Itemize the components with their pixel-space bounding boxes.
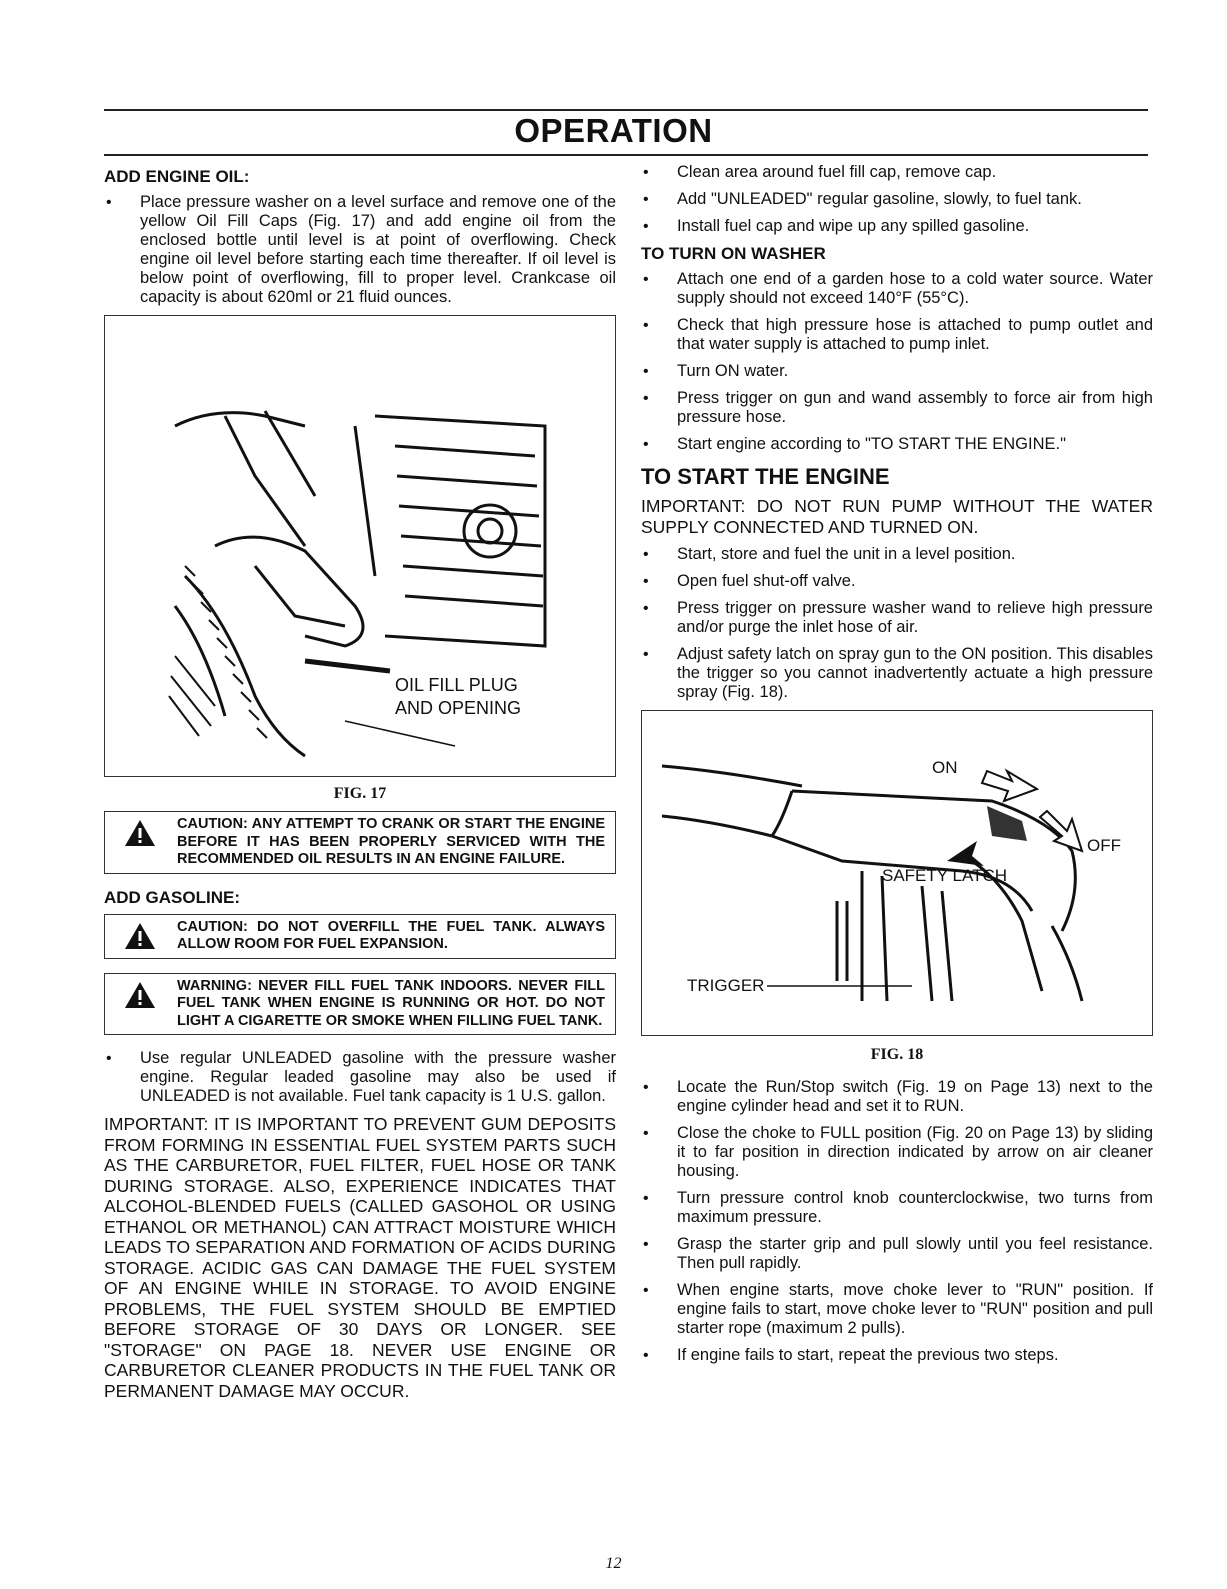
warning-triangle-icon (123, 818, 157, 848)
warning-triangle-icon (123, 921, 157, 951)
start-bullet: • Start, store and fuel the unit in a level position. (641, 545, 1153, 564)
start-bullet: • Adjust safety latch on spray gun to the ON position. This disables the trigger so you cannot inadvertently actuate a high pressure spray (Fig. 18). (641, 645, 1153, 702)
gasoline-list (104, 1049, 616, 1106)
fig18-on-label: ON (932, 758, 958, 777)
warning-indoors-text: WARNING: NEVER FILL FUEL TANK INDOORS. NEVER FILL FUEL TANK WHEN ENGINE IS RUNNING OR HOT. DO NOT LIGHT A CIGARETTE OR SMOKE WHEN FILLING FUEL TANK. (177, 977, 605, 1029)
start-bullet: • Open fuel shut-off valve. (641, 572, 1153, 591)
fig18-caption: FIG. 18 (870, 1046, 924, 1063)
gasoline-bullet: • Use regular UNLEADED gasoline with the pressure washer engine. Regular leaded gasoline may also be used if UNLEADED is not available. Fuel tank capacity is 1 U.S. gallon. (104, 1049, 616, 1106)
turn-on-bullet: • Check that high pressure hose is attached to pump outlet and that water supply is attached to pump inlet. (641, 316, 1153, 354)
important-gum-paragraph: IMPORTANT: IT IS IMPORTANT TO PREVENT GUM DEPOSITS FROM FORMING IN ESSENTIAL FUEL SYSTEM PARTS SUCH AS THE CARBURETOR, FUEL FILTER, FUEL HOSE OR TANK DURING STORAGE. ALSO, EXPERIENCE INDICATES THAT ALCOHOL-BLENDED FUELS (CALLED GASOHOL OR USING ETHANOL OR METHANOL) CAN ATTRACT MOISTURE WHICH LEADS TO SEPARATION AND FORMATION OF ACIDS DURING STORAGE. ACIDIC GAS CAN DAMAGE THE FUEL SYSTEM OF AN ENGINE WHILE IN STORAGE. TO AVOID ENGINE PROBLEMS, THE FUEL SYSTEM SHOULD BE EMPTIED BEFORE STORAGE OF 30 DAYS OR LONGER. SEE "STORAGE" ON PAGE 18. NEVER USE ENGINE OR CARBURETOR CLEANER PRODUCTS IN THE FUEL TANK OR PERMANENT DAMAGE MAY OCCUR. (104, 1114, 616, 1401)
start-bullet: • Press trigger on pressure washer wand to relieve high pressure and/or purge the inlet hose of air. (641, 599, 1153, 637)
final-step-bullet: • Grasp the starter grip and pull slowly until you feel resistance. Then pull rapidly. (641, 1235, 1153, 1273)
fig18-safety-latch-label: SAFETY LATCH (882, 866, 1008, 885)
caution-overfill-text: CAUTION: DO NOT OVERFILL THE FUEL TANK. ALWAYS ALLOW ROOM FOR FUEL EXPANSION. (177, 918, 605, 952)
turn-on-washer-heading: TO TURN ON WASHER (641, 244, 826, 263)
add-oil-list (104, 193, 616, 307)
fig17-label-line2: AND OPENING (395, 698, 522, 718)
caution-crank-box (104, 811, 616, 874)
warning-indoors-box (104, 973, 616, 1036)
final-steps-list (641, 1078, 1153, 1365)
turn-on-bullet: • Press trigger on gun and wand assembly to force air from high pressure hose. (641, 389, 1153, 427)
figure-18 (641, 710, 1153, 1036)
figure-17 (104, 315, 616, 777)
turn-on-list (641, 270, 1153, 454)
warning-triangle-icon (123, 980, 157, 1010)
turn-on-bullet: • Attach one end of a garden hose to a cold water source. Water supply should not exceed 140°F (55°C). (641, 270, 1153, 308)
fig17-label-line1: OIL FILL PLUG (395, 675, 518, 695)
final-step-bullet: • When engine starts, move choke lever to "RUN" position. If engine fails to start, move choke lever to "RUN" position and pull starter rope (maximum 2 pulls). (641, 1281, 1153, 1338)
oil-fill-plug-illustration (105, 316, 613, 774)
fig18-trigger-label: TRIGGER (687, 976, 765, 995)
fuel-bullet: • Add "UNLEADED" regular gasoline, slowly, to fuel tank. (641, 190, 1153, 209)
add-oil-bullet: • Place pressure washer on a level surface and remove one of the yellow Oil Fill Caps (Fig. 17) and add engine oil from the enclosed bottle until level is at point of overflowing. Check engine oil level before starting each time thereafter. If oil level is below point of overflowing, fill to proper level. Crankcase oil capacity is about 620ml or 21 fluid ounces. (104, 193, 616, 307)
add-gasoline-heading: ADD GASOLINE: (104, 887, 240, 907)
start-list (641, 545, 1153, 702)
final-step-bullet: • Close the choke to FULL position (Fig. 20 on Page 13) by sliding it to far position in direction indicated by arrow on air cleaner housing. (641, 1124, 1153, 1181)
spray-gun-illustration (642, 711, 1150, 1033)
start-important-paragraph: IMPORTANT: DO NOT RUN PUMP WITHOUT THE WATER SUPPLY CONNECTED AND TURNED ON. (641, 496, 1153, 537)
right-column (641, 163, 1153, 1373)
caution-overfill-box (104, 914, 616, 959)
fig17-caption: FIG. 17 (333, 785, 387, 802)
page-number: 12 (605, 1555, 622, 1572)
final-step-bullet: • Locate the Run/Stop switch (Fig. 19 on Page 13) next to the engine cylinder head and set it to RUN. (641, 1078, 1153, 1116)
fig18-off-label: OFF (1087, 836, 1121, 855)
turn-on-bullet: • Start engine according to "TO START THE ENGINE." (641, 435, 1153, 454)
caution-crank-text: CAUTION: ANY ATTEMPT TO CRANK OR START THE ENGINE BEFORE IT HAS BEEN PROPERLY SERVICED WITH THE RECOMMENDED OIL RESULTS IN AN ENGINE FAILURE. (177, 816, 605, 867)
fuel-bullet: • Clean area around fuel fill cap, remove cap. (641, 163, 1153, 182)
turn-on-bullet: • Turn ON water. (641, 362, 1153, 381)
start-engine-heading: TO START THE ENGINE (641, 464, 890, 489)
left-column (104, 163, 616, 1401)
title-rule (104, 154, 1148, 156)
final-step-bullet: • If engine fails to start, repeat the previous two steps. (641, 1346, 1153, 1365)
add-engine-oil-heading: ADD ENGINE OIL: (104, 167, 250, 186)
fuel-bullet: • Install fuel cap and wipe up any spilled gasoline. (641, 217, 1153, 236)
page-title: OPERATION (514, 112, 713, 149)
fuel-list (641, 163, 1153, 236)
final-step-bullet: • Turn pressure control knob counterclockwise, two turns from maximum pressure. (641, 1189, 1153, 1227)
top-rule (104, 109, 1148, 111)
